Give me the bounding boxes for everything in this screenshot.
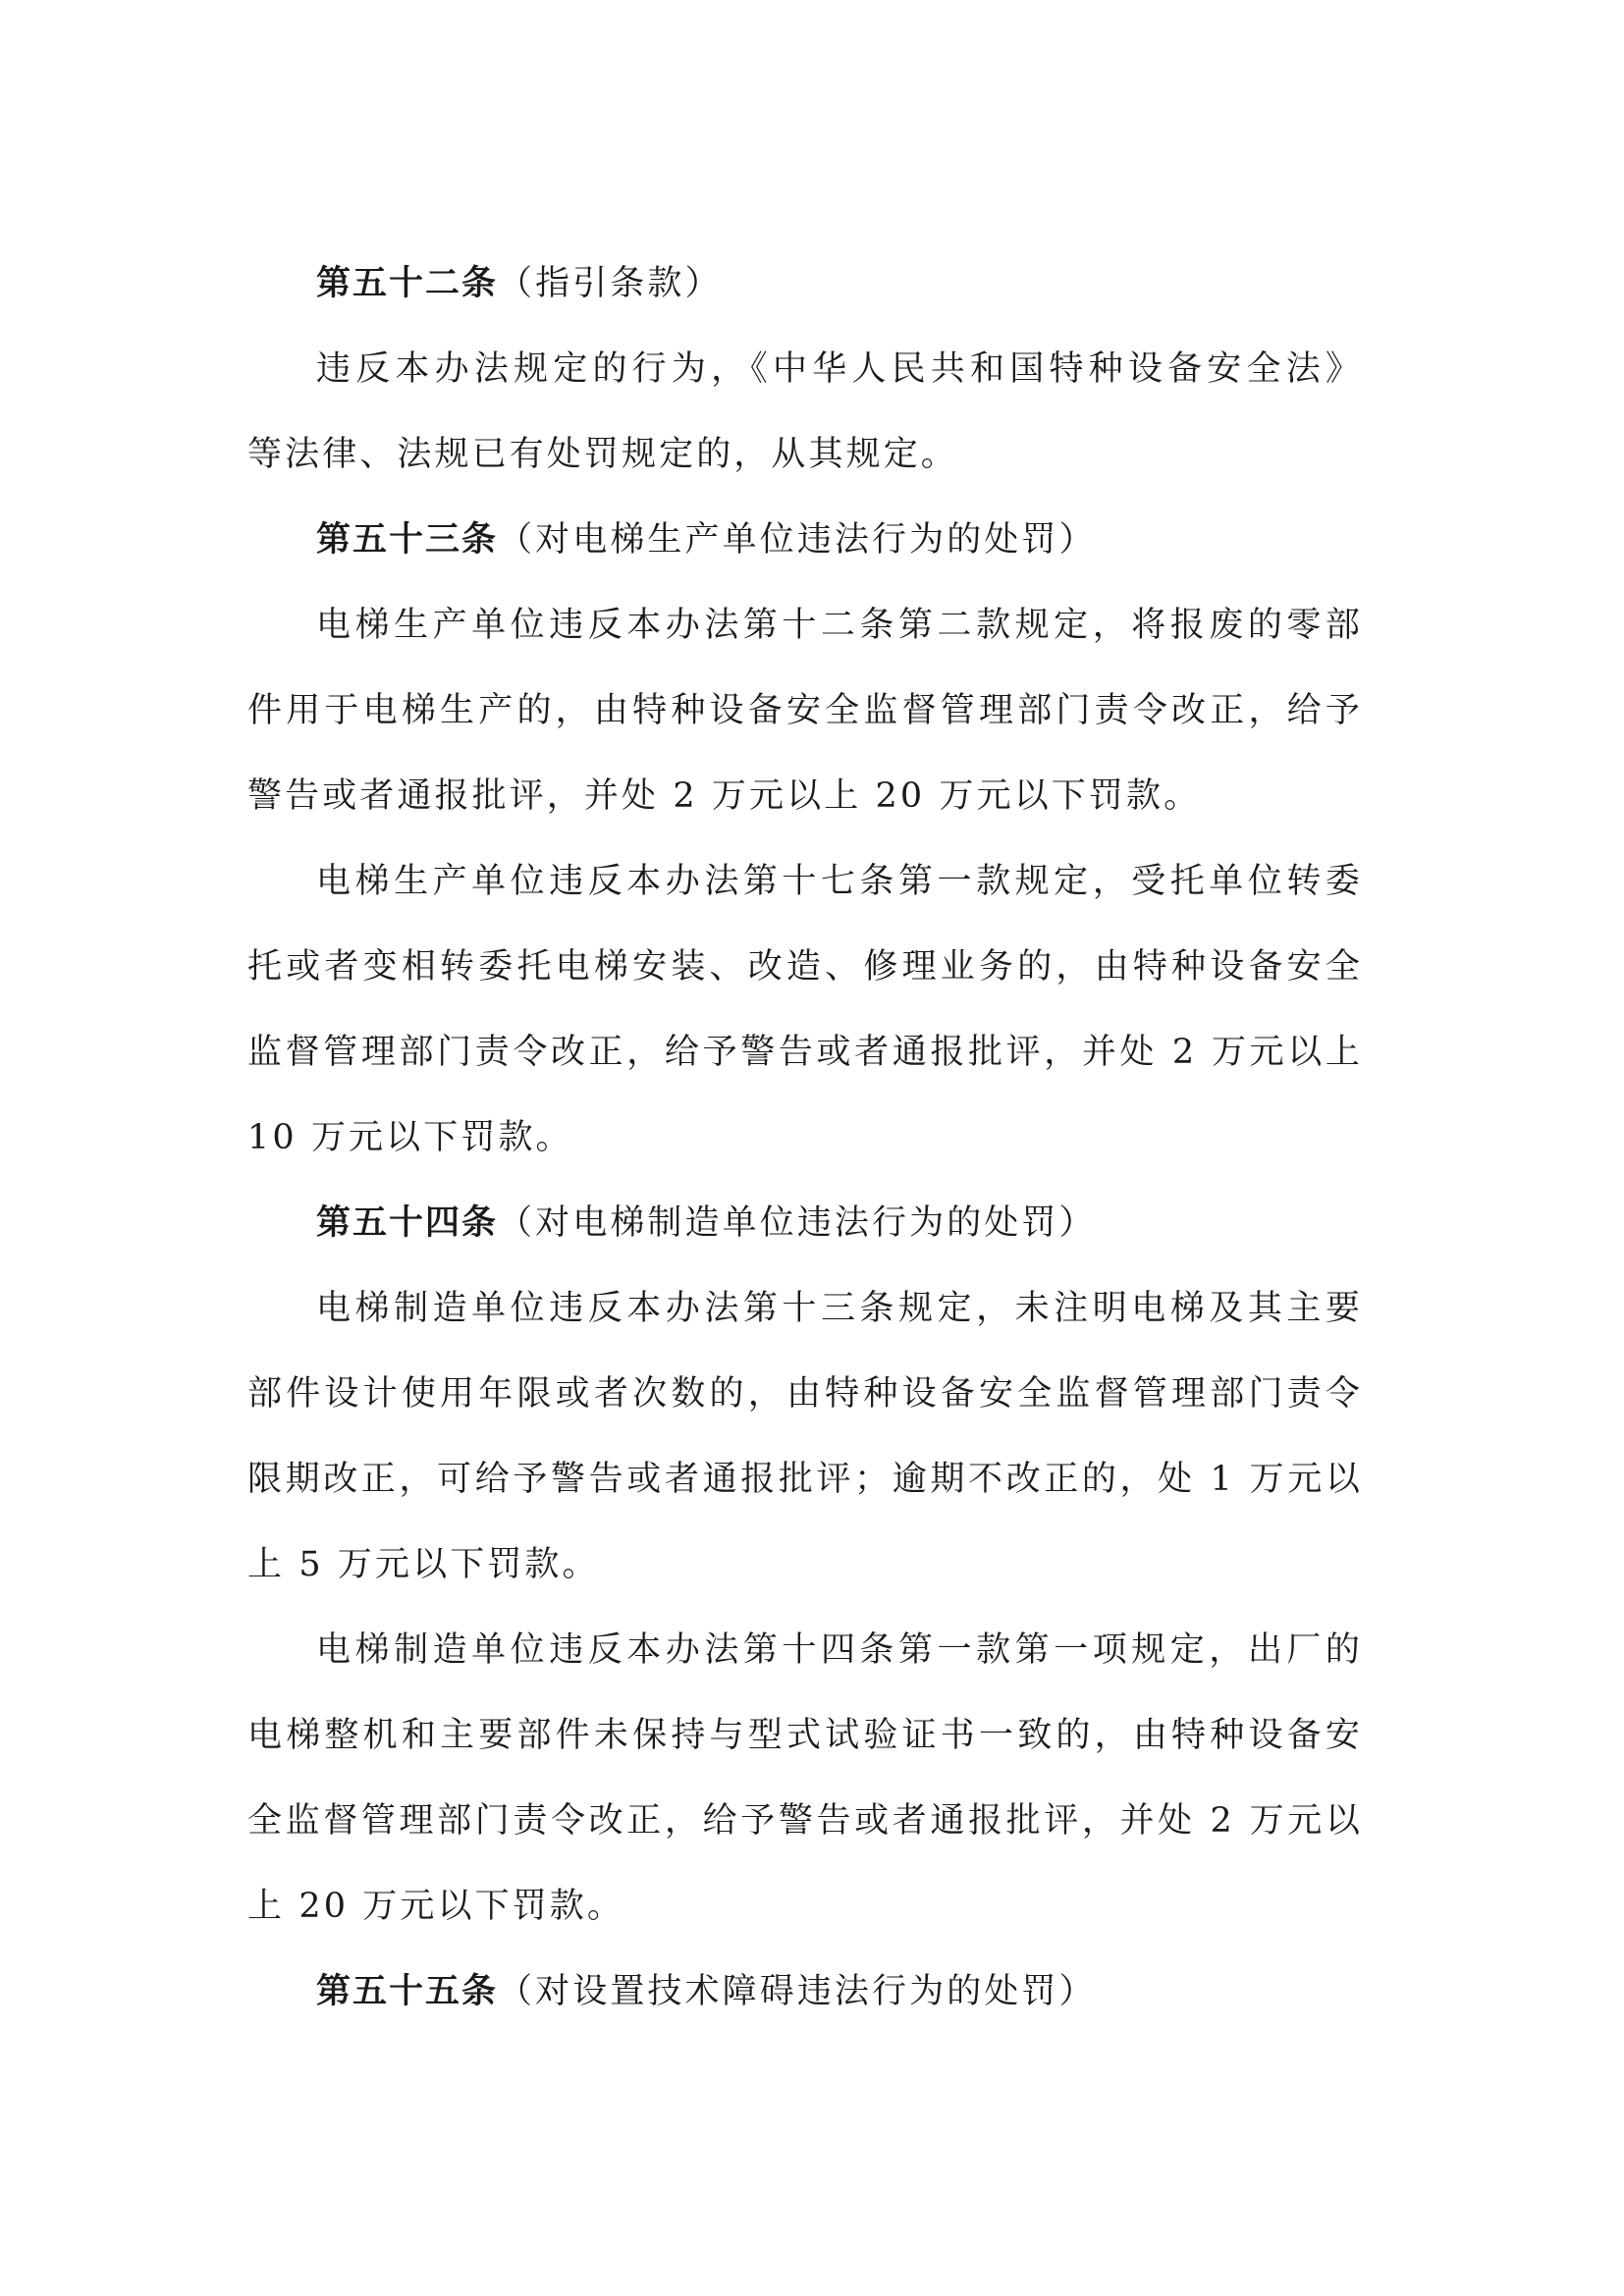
paragraph-line: 电梯制造单位违反本办法第十三条规定，未注明电梯及其主要 <box>316 1289 1363 1328</box>
article-caption: （对电梯生产单位违法行为的处罚） <box>498 520 1097 560</box>
article-number: 第五十四条 <box>316 1203 499 1243</box>
article-caption: （对电梯制造单位违法行为的处罚） <box>498 1203 1097 1243</box>
paragraph-line: 件用于电梯生产的，由特种设备安全监督管理部门责令改正，给予 <box>247 691 1363 730</box>
paragraph-line: 部件设计使用年限或者次数的，由特种设备安全监督管理部门责令 <box>247 1374 1363 1414</box>
paragraph-line: 电梯生产单位违反本办法第十二条第二款规定，将报废的零部 <box>316 606 1363 645</box>
article-heading <box>316 510 1363 569</box>
article-caption: （对设置技术障碍违法行为的处罚） <box>498 1972 1097 2011</box>
paragraph-line: 限期改正，可给予警告或者通报批评；逾期不改正的，处 1 万元以 <box>247 1460 1363 1499</box>
paragraph-line: 10 万元以下罚款。 <box>247 1118 573 1157</box>
paragraph-line: 电梯制造单位违反本办法第十四条第一款第一项规定，出厂的 <box>316 1630 1363 1670</box>
paragraph-line: 违反本办法规定的行为，《中华人民共和国特种设备安全法》 <box>316 349 1363 389</box>
paragraph-line: 等法律、法规已有处罚规定的，从其规定。 <box>247 435 958 474</box>
article-number: 第五十五条 <box>316 1972 499 2011</box>
article-number: 第五十二条 <box>316 264 499 303</box>
article-heading <box>316 1962 1363 2021</box>
paragraph-line: 电梯整机和主要部件未保持与型式试验证书一致的，由特种设备安 <box>247 1716 1363 1755</box>
paragraph-line: 全监督管理部门责令改正，给予警告或者通报批评，并处 2 万元以 <box>247 1801 1363 1841</box>
article-heading <box>316 1194 1363 1253</box>
paragraph-line: 上 20 万元以下罚款。 <box>247 1887 624 1926</box>
paragraph-line: 警告或者通报批评，并处 2 万元以上 20 万元以下罚款。 <box>247 776 1202 816</box>
article-caption: （指引条款） <box>498 264 723 303</box>
paragraph-line: 托或者变相转委托电梯安装、改造、修理业务的，由特种设备安全 <box>247 947 1363 987</box>
paragraph-line: 电梯生产单位违反本办法第十七条第一款规定，受托单位转委 <box>316 862 1363 901</box>
article-heading <box>316 254 1363 313</box>
article-number: 第五十三条 <box>316 520 499 560</box>
paragraph-line: 监督管理部门责令改正，给予警告或者通报批评，并处 2 万元以上 <box>247 1033 1363 1072</box>
paragraph-line: 上 5 万元以下罚款。 <box>247 1545 600 1584</box>
